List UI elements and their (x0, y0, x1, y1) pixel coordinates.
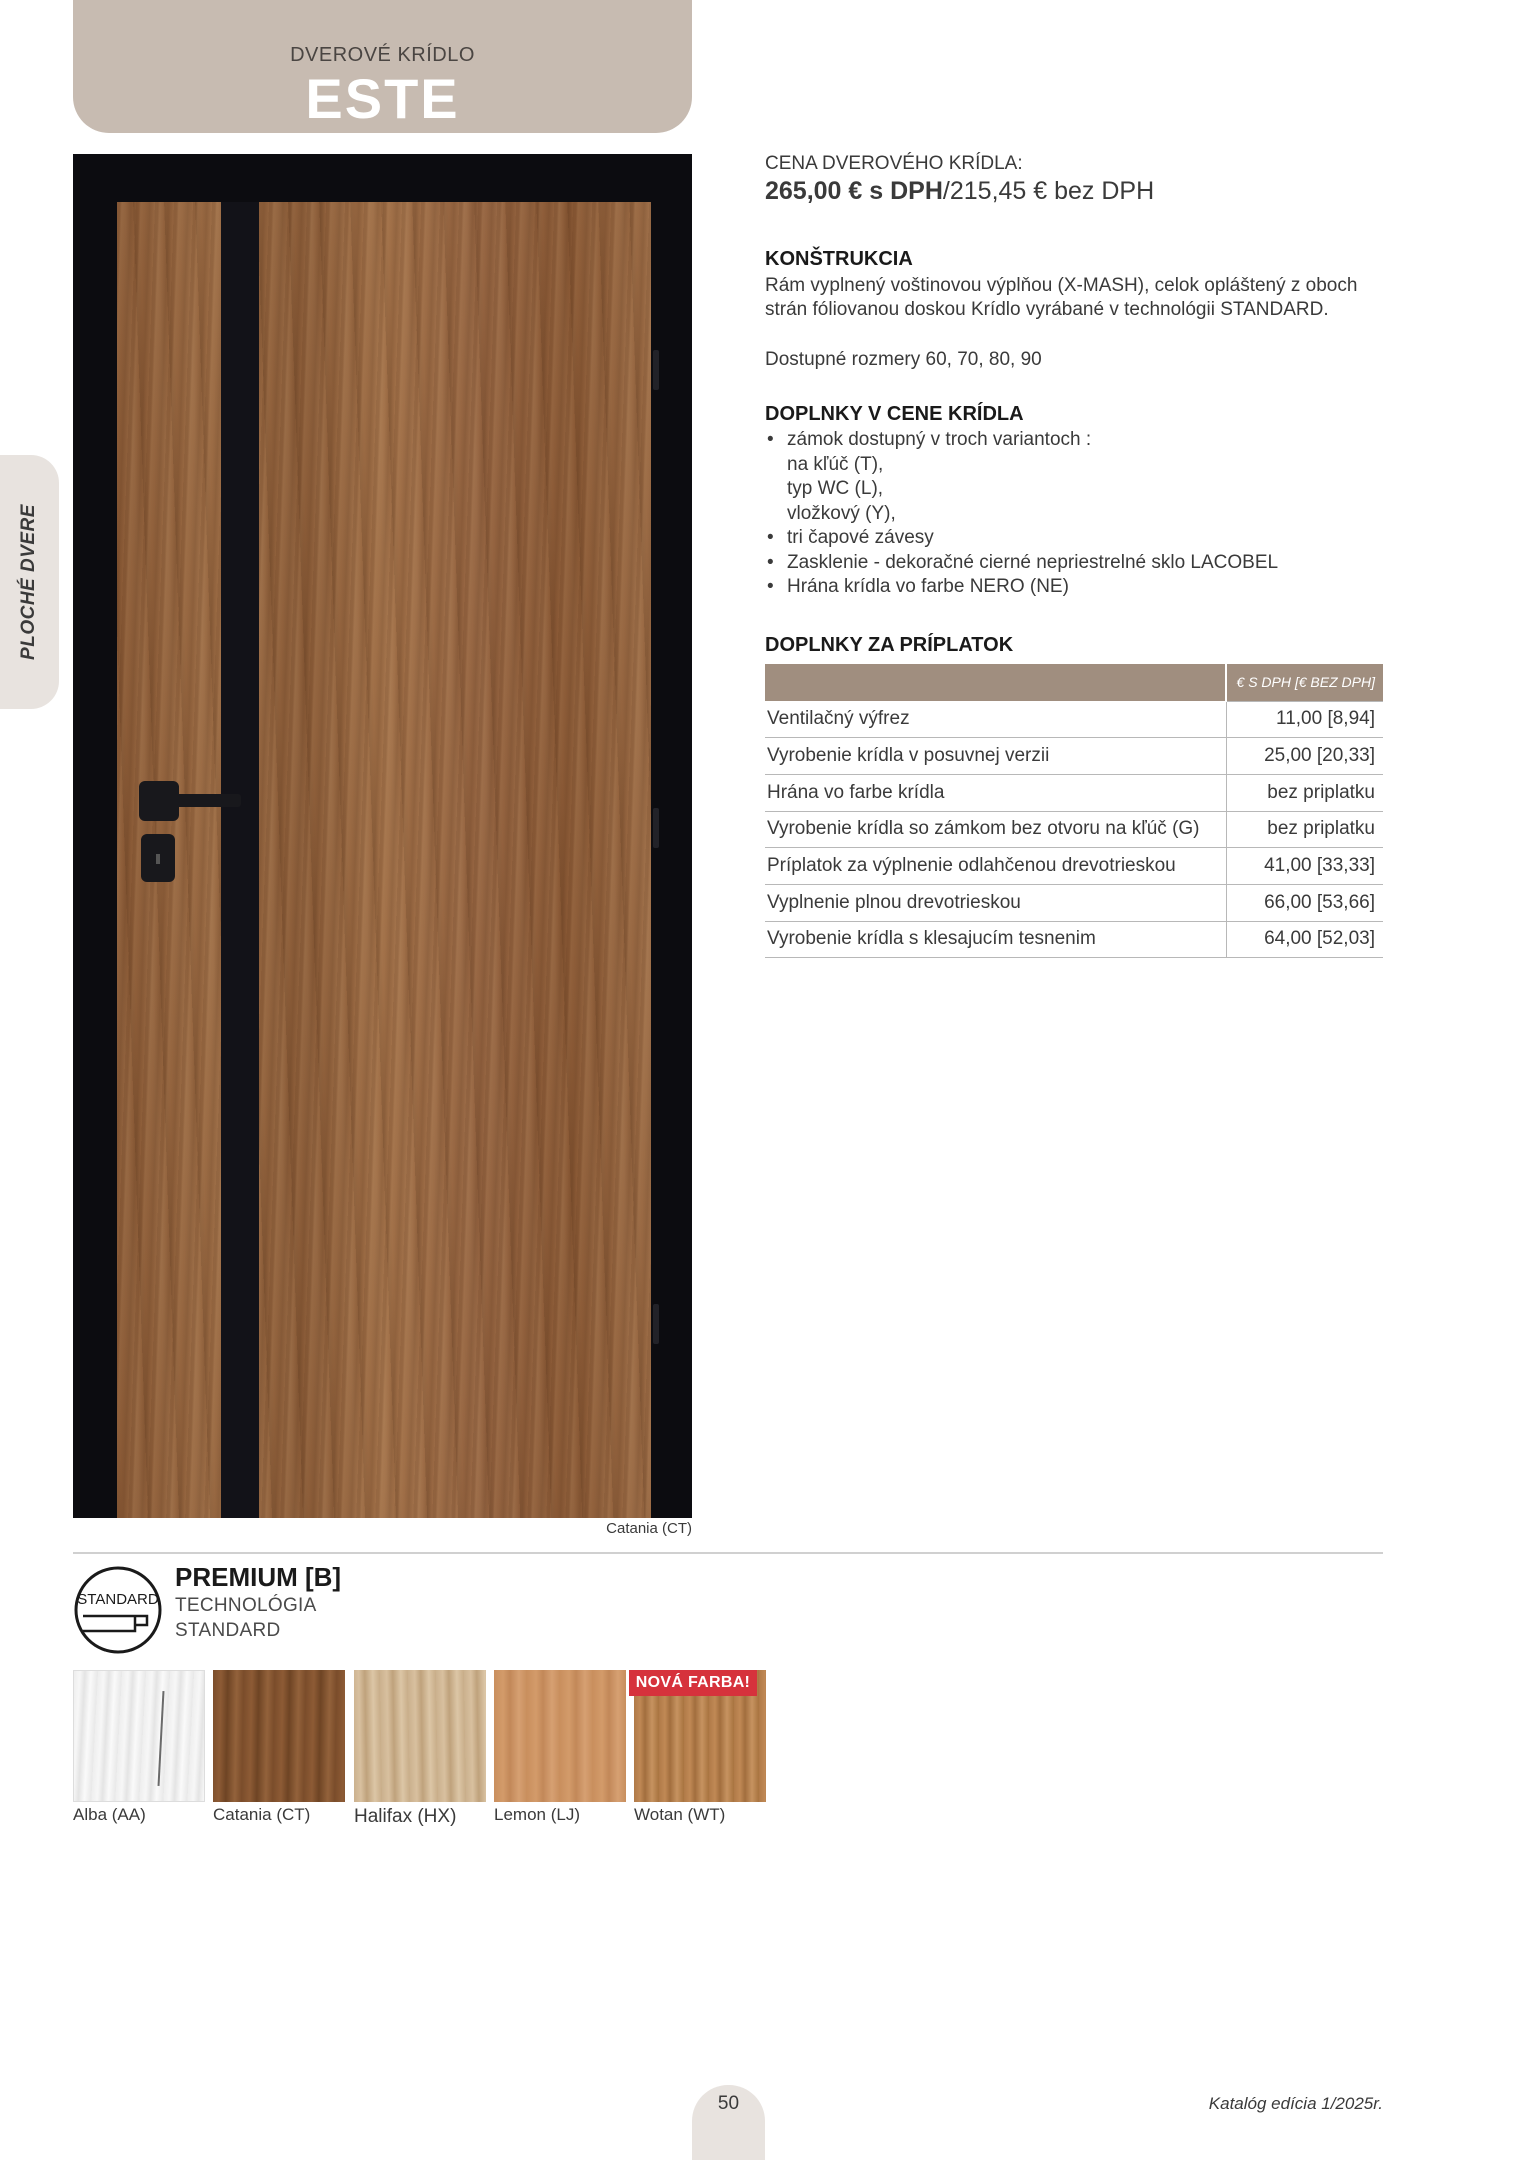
side-category-tab[interactable] (0, 455, 59, 709)
table-header-empty (765, 664, 1226, 701)
list-item: vložkový (Y), (787, 502, 896, 524)
extras-table (765, 664, 1383, 958)
table-row (765, 774, 1383, 811)
door-hinge (653, 808, 659, 848)
table-row (765, 848, 1383, 885)
included-heading: DOPLNKY V CENE KRÍDLA (765, 403, 1024, 425)
price-without-vat: /215,45 € bez DPH (942, 177, 1155, 205)
extra-name: Vyrobenie krídla v posuvnej verzii (765, 738, 1226, 775)
table-row (765, 738, 1383, 775)
page-title: ESTE (305, 67, 460, 130)
price-line (765, 177, 1154, 206)
technology-category: PREMIUM [B] (175, 1562, 342, 1592)
swatch-label: Halifax (HX) (354, 1806, 457, 1827)
swatch-catania[interactable] (213, 1670, 345, 1802)
extra-price: bez priplatku (1226, 811, 1383, 848)
available-sizes: Dostupné rozmery 60, 70, 80, 90 (765, 349, 1042, 370)
extra-price: bez priplatku (1226, 774, 1383, 811)
technology-line1: TECHNOLÓGIA (175, 1595, 317, 1616)
table-row (765, 811, 1383, 848)
list-item: • Zasklenie - dekoračné cierné nepriestrelné sklo LACOBEL (765, 551, 1278, 576)
extra-name: Vyrobenie krídla s klesajucím tesnenim (765, 921, 1226, 958)
section-divider (73, 1552, 1383, 1554)
included-list (765, 428, 1278, 600)
header-subtitle: DVEROVÉ KRÍDLO (290, 44, 475, 66)
door-image-caption: Catania (CT) (606, 1520, 692, 1537)
table-row (765, 701, 1383, 738)
new-color-badge: NOVÁ FARBA! (629, 1670, 757, 1696)
list-item: • Hrána krídla vo farbe NERO (NE) (765, 575, 1278, 600)
extra-price: 64,00 [52,03] (1226, 921, 1383, 958)
extra-price: 11,00 [8,94] (1226, 701, 1383, 738)
technology-line2: STANDARD (175, 1620, 281, 1641)
construction-text: Rám vyplnený voštinovou výplňou (X-MASH), celok opláštený z oboch strán fóliovanou doskou Krídlo vyrábané v technológii STANDARD. (765, 275, 1358, 320)
swatch-halifax[interactable] (354, 1670, 486, 1802)
page-number: 50 (717, 2093, 740, 2114)
extra-name: Vyplnenie plnou drevotrieskou (765, 884, 1226, 921)
swatch-alba[interactable] (73, 1670, 205, 1802)
door-hinge (653, 350, 659, 390)
list-item: • tri čapové závesy (765, 526, 1278, 551)
standard-icon-label: STANDARD (77, 1591, 159, 1608)
swatch-label: Alba (AA) (73, 1805, 146, 1824)
table-row (765, 884, 1383, 921)
extra-price: 25,00 [20,33] (1226, 738, 1383, 775)
extra-price: 41,00 [33,33] (1226, 848, 1383, 885)
extras-heading: DOPLNKY ZA PRÍPLATOK (765, 634, 1014, 656)
side-category-label: PLOCHÉ DVERE (18, 504, 39, 660)
header-tab (73, 0, 692, 133)
table-header-row (765, 664, 1383, 701)
table-header-price: € S DPH [€ BEZ DPH] (1226, 664, 1383, 701)
swatch-lemon[interactable] (494, 1670, 626, 1802)
table-row (765, 921, 1383, 958)
door-image (73, 154, 692, 1518)
extra-name: Vyrobenie krídla so zámkom bez otvoru na kľúč (G) (765, 811, 1226, 848)
extra-name: Ventilačný výfrez (765, 701, 1226, 738)
catalog-edition: Katalóg edícia 1/2025r. (1208, 2094, 1383, 2113)
price-with-vat: 265,00 € s DPH (765, 177, 943, 205)
extra-price: 66,00 [53,66] (1226, 884, 1383, 921)
door-glass-strip (221, 202, 259, 1518)
door-wood-leaf (117, 202, 651, 1518)
construction-heading: KONŠTRUKCIA (765, 248, 913, 270)
list-item: typ WC (L), (787, 478, 884, 499)
door-handle-lever (161, 794, 241, 807)
standard-technology-icon (73, 1565, 163, 1655)
swatch-label: Lemon (LJ) (494, 1805, 580, 1824)
price-label: CENA DVEROVÉHO KRÍDLA: (765, 153, 1023, 174)
swatch-label: Wotan (WT) (634, 1805, 726, 1824)
list-item: na kľúč (T), (787, 453, 884, 475)
list-item: • zámok dostupný v troch variantoch : (765, 428, 1278, 453)
door-keyhole-escutcheon (141, 834, 175, 882)
door-hinge (653, 1304, 659, 1344)
swatch-label: Catania (CT) (213, 1805, 311, 1824)
extra-name: Príplatok za výplnenie odlahčenou drevotrieskou (765, 848, 1226, 885)
extra-name: Hrána vo farbe krídla (765, 774, 1226, 811)
